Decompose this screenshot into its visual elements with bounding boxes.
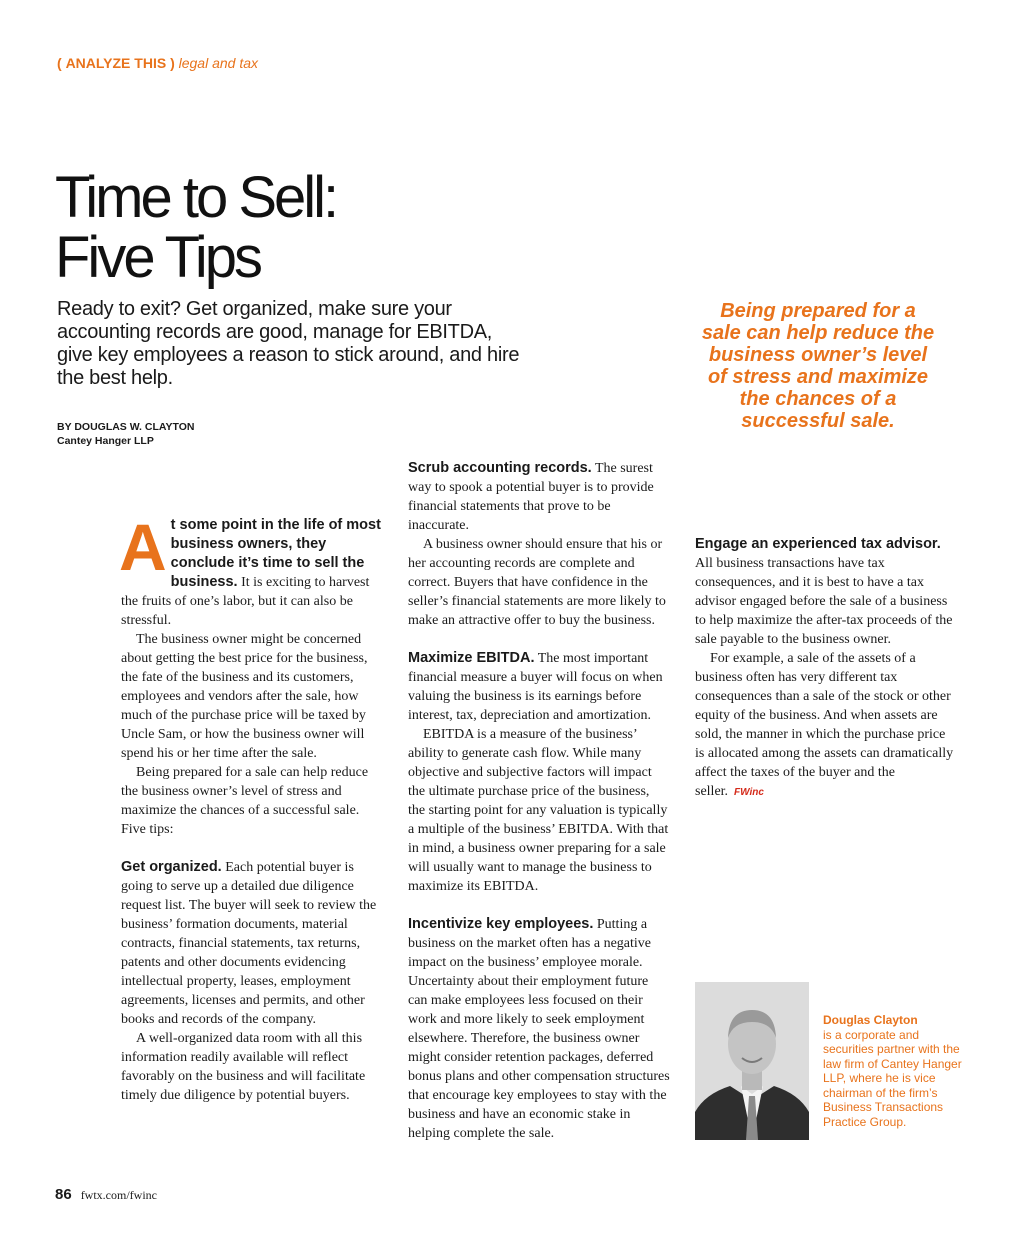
tip-scrub-accounting xyxy=(408,459,670,535)
intro-paragraph xyxy=(119,510,383,630)
article-column-2 xyxy=(408,459,670,1143)
article-column-3 xyxy=(695,535,957,802)
byline-firm: Cantey Hanger LLP xyxy=(57,435,154,447)
section-tag xyxy=(57,55,258,71)
bracket-close: ) xyxy=(170,55,175,71)
bio-text: is a corporate and securities partner with the law firm of Cantey Hanger LLP, where he is vice chairman of the firm’s Business Transactions Practice Group. xyxy=(823,1027,962,1129)
pull-quote: Being prepared for a sale can help reduce the business owner’s level of stress and maximize the chances of a successful sale. xyxy=(701,300,935,432)
article-deck: Ready to exit? Get organized, make sure your accounting records are good, manage for EBITDA, give key employees a reason to stick around, and hire the best help. xyxy=(57,298,520,389)
drop-cap: A xyxy=(119,510,167,584)
author-photo xyxy=(695,982,809,1140)
tip-text: The most important financial measure a buyer will focus on when valuing the business is its earnings before interest, tax, depreciation and amortization. xyxy=(408,651,663,723)
tip-engage-tax-advisor xyxy=(695,535,957,649)
body-paragraph: A business owner should ensure that his or her accounting records are complete and correct. Buyers that have confidence in the seller’s financial statements are more likely to make an attractive offer to buy the business. xyxy=(408,537,666,628)
tip-heading: Get organized. xyxy=(121,859,222,875)
body-paragraph: EBITDA is a measure of the business’ ability to generate cash flow. While many objective and subjective factors will impact the ultimate purchase price of the business, the starting point for any valuation is typically a multiple of the business’ EBITDA. With that in mind, a business owner preparing for a sale will usually want to manage the business to maximize its EBITDA. xyxy=(408,727,669,894)
end-mark: FWinc xyxy=(734,787,764,798)
section-category: legal and tax xyxy=(178,55,259,71)
tip-text: All business transactions have tax consequences, and it is best to have a tax advisor engaged before the sale of a business to help maximize the after-tax proceeds of the sale payable to the business owner. xyxy=(695,556,953,647)
bracket-open: ( xyxy=(57,55,62,71)
headline-line-2: Five Tips xyxy=(55,225,261,290)
tip-text: The surest way to spook a potential buyer is to provide financial statements that prove to be inaccurate. xyxy=(408,461,654,533)
tip-heading: Maximize EBITDA. xyxy=(408,650,535,666)
intro-bold-text: t some point in the life of most business owners, they conclude it’s time to sell the business. xyxy=(170,517,381,590)
footer-url: fwtx.com/fwinc xyxy=(80,1188,157,1202)
author-portrait-icon xyxy=(695,982,809,1140)
page-footer xyxy=(55,1186,157,1203)
tip-maximize-ebitda xyxy=(408,649,670,725)
byline xyxy=(57,420,195,448)
body-paragraph: Being prepared for a sale can help reduce the business owner’s level of stress and maximize the chances of a successful sale. Five tips: xyxy=(121,765,369,837)
tip-incentivize-employees xyxy=(408,915,670,1143)
tip-heading: Engage an experienced tax advisor. xyxy=(695,536,941,552)
body-paragraph: A well-organized data room with all this information readily available will reflect favorably on the business and will facilitate timely due diligence by potential buyers. xyxy=(121,1031,366,1103)
byline-author: BY DOUGLAS W. CLAYTON xyxy=(57,421,195,433)
closing-text: For example, a sale of the assets of a business often has very different tax consequences than a sale of the stock or other equity of the business. And when assets are sold, the manner in which the purchase price is allocated among the assets can dramatically affect the taxes of the buyer and the seller. xyxy=(695,651,954,799)
intro-text: It is exciting to harvest the fruits of one’s labor, but it can also be stressful. xyxy=(121,575,370,628)
bio-name: Douglas Clayton xyxy=(823,1013,918,1027)
tip-heading: Incentivize key employees. xyxy=(408,916,594,932)
body-paragraph xyxy=(695,649,957,802)
tip-text: Putting a business on the market often has a negative impact on the business’ employee morale. Uncertainty about their employment future can make employees less focused on their work and more likely to seek employment elsewhere. Therefore, the business owner might consider retention packages, deferred bonus plans and other compensation structures that encourage key employees to stay with the business and have an economic stake in helping complete the sale. xyxy=(408,917,670,1141)
tip-get-organized xyxy=(121,858,383,1029)
section-kicker: ANALYZE THIS xyxy=(65,55,167,71)
author-bio xyxy=(823,1013,963,1129)
tip-text: Each potential buyer is going to serve up a detailed due diligence request list. The buyer will seek to review the business’ formation documents, material contracts, financial statements, tax returns, patents and other documents evidencing intellectual property, leases, employment agreements, licenses and permits, and other books and records of the company. xyxy=(121,860,377,1027)
article-headline xyxy=(55,165,337,290)
headline-line-1: Time to Sell: xyxy=(55,165,337,230)
article-column-1 xyxy=(119,510,383,1105)
tip-heading: Scrub accounting records. xyxy=(408,460,592,476)
body-paragraph: The business owner might be concerned about getting the best price for the business, the fate of the business and its customers, employees and vendors after the sale, how much of the purchase price will be taxed by Uncle Sam, or how the business owner will spend his or her time after the sale. xyxy=(121,632,368,761)
page-number: 86 xyxy=(55,1186,72,1203)
